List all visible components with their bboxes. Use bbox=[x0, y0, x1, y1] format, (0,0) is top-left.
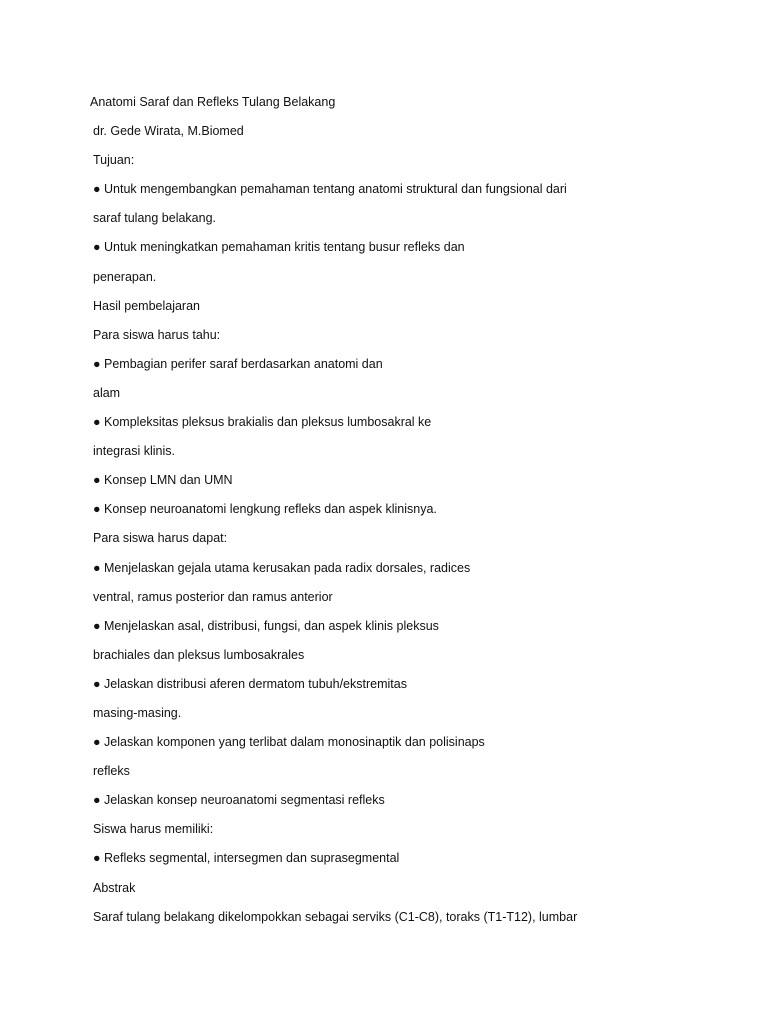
text-line: ● Menjelaskan gejala utama kerusakan pada radix dorsales, radices bbox=[93, 560, 471, 575]
text-line: Hasil pembelajaran bbox=[93, 298, 201, 313]
text-line: saraf tulang belakang. bbox=[93, 211, 217, 226]
text-line: ● Untuk mengembangkan pemahaman tentang anatomi struktural dan fungsional dari bbox=[93, 182, 567, 197]
text-line: ● Untuk meningkatkan pemahaman kritis tentang busur refleks dan bbox=[93, 240, 465, 255]
text-line: refleks bbox=[93, 764, 130, 779]
text-line: Para siswa harus tahu: bbox=[93, 327, 221, 342]
text-line: ● Jelaskan distribusi aferen dermatom tubuh/ekstremitas bbox=[93, 676, 407, 691]
text-line: ● Konsep neuroanatomi lengkung refleks dan aspek klinisnya. bbox=[93, 502, 437, 517]
text-line: Saraf tulang belakang dikelompokkan sebagai serviks (C1-C8), toraks (T1-T12), lumbar bbox=[93, 909, 578, 924]
text-line: ● Refleks segmental, intersegmen dan suprasegmental bbox=[93, 851, 400, 866]
text-line: integrasi klinis. bbox=[93, 444, 175, 459]
document-title: Anatomi Saraf dan Refleks Tulang Belakang bbox=[90, 95, 336, 109]
text-line: ● Konsep LMN dan UMN bbox=[93, 473, 233, 488]
text-line: Para siswa harus dapat: bbox=[93, 531, 228, 546]
text-line: ● Jelaskan komponen yang terlibat dalam monosinaptik dan polisinaps bbox=[93, 735, 485, 750]
text-line: Siswa harus memiliki: bbox=[93, 822, 214, 837]
text-line: Tujuan: bbox=[93, 153, 135, 168]
text-line: brachiales dan pleksus lumbosakrales bbox=[93, 647, 305, 662]
text-line: ● Pembagian perifer saraf berdasarkan anatomi dan bbox=[93, 356, 383, 371]
text-line: ● Menjelaskan asal, distribusi, fungsi, dan aspek klinis pleksus bbox=[93, 618, 439, 633]
text-line: ● Jelaskan konsep neuroanatomi segmentasi refleks bbox=[93, 793, 385, 808]
text-line: ventral, ramus posterior dan ramus anterior bbox=[93, 589, 333, 604]
document-body bbox=[90, 93, 733, 937]
document-author: dr. Gede Wirata, M.Biomed bbox=[93, 124, 244, 139]
text-line: Abstrak bbox=[93, 880, 136, 895]
text-line: masing-masing. bbox=[93, 705, 182, 720]
text-line: ● Kompleksitas pleksus brakialis dan pleksus lumbosakral ke bbox=[93, 415, 432, 430]
text-line: alam bbox=[93, 385, 121, 400]
text-line: penerapan. bbox=[93, 269, 157, 284]
